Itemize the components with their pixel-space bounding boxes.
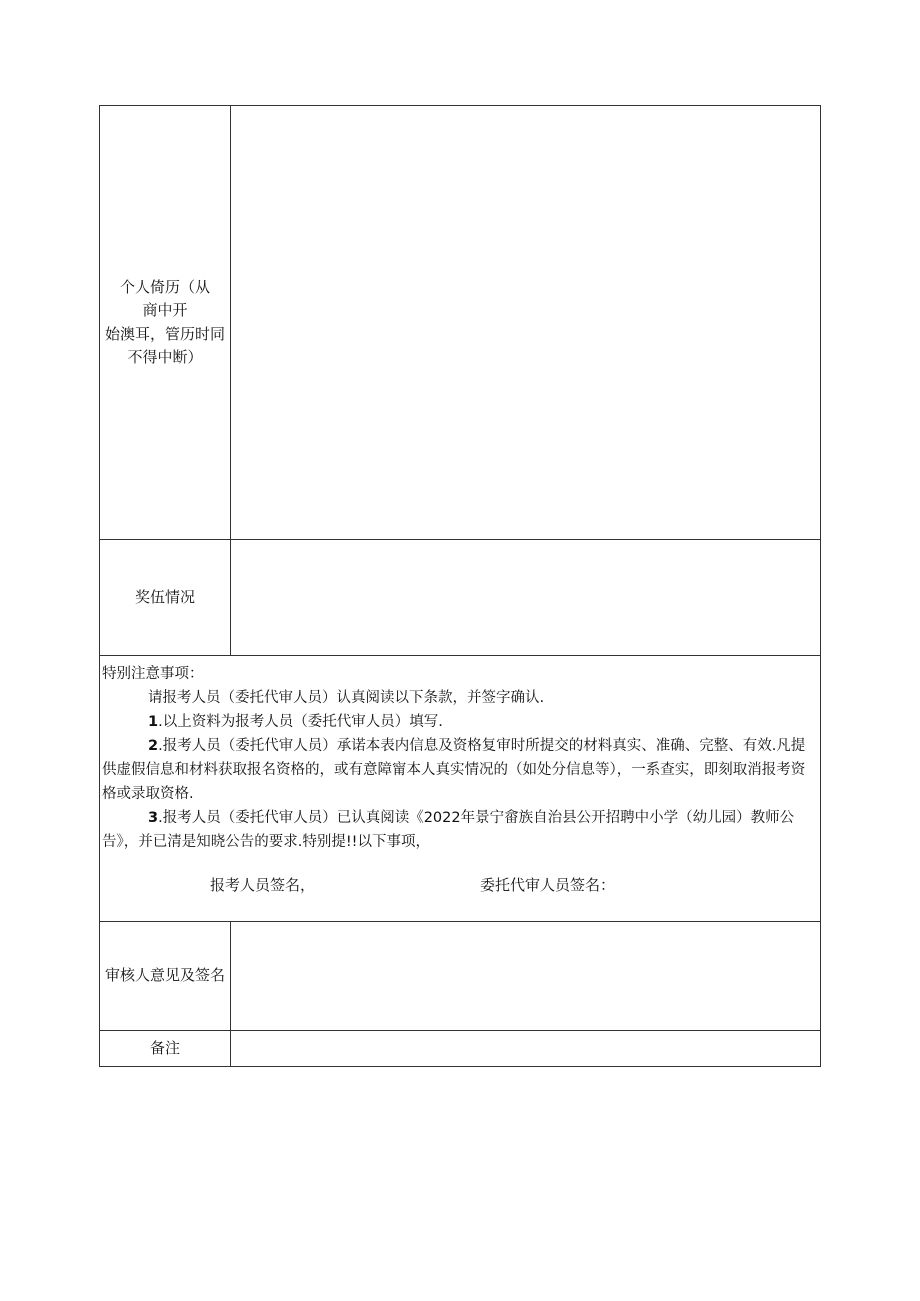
notice-block <box>100 656 820 897</box>
awards-label: 奖伍情况 <box>100 540 231 655</box>
notice-heading: 特别注意事项： <box>102 666 204 682</box>
awards-row <box>99 539 821 655</box>
registration-form-table <box>99 105 821 1067</box>
remarks-label: 备注 <box>100 1031 231 1066</box>
notice-item-number: 1 <box>148 714 159 731</box>
remarks-value-cell[interactable] <box>231 1031 820 1066</box>
resume-label-line: 个人倚历（从 <box>119 278 210 296</box>
notice-item-text: .报考人员（委托代审人员）承诺本表内信息及资格复审时所提交的材料真实、准确、完整、有效.凡提供虚假信息和材料获取报名资格的，或有意障甯本人真实情况的（如处分信息等），一系查实，即刻取消报考资格或录取资格. <box>102 738 806 803</box>
resume-label-line: 不得中断） <box>127 347 203 366</box>
review-row <box>99 921 821 1030</box>
resume-label-line: 始澳耳，管历时同 <box>104 324 225 343</box>
notice-item-2 <box>102 734 818 806</box>
awards-value-cell[interactable] <box>231 540 820 655</box>
notice-intro: 请报考人员（委托代审人员）认真阅读以下条款，并签字确认. <box>148 690 545 707</box>
notice-item-number: 2 <box>148 738 159 755</box>
notice-item-1 <box>102 710 818 734</box>
resume-row <box>99 105 821 539</box>
notice-item-3 <box>102 806 818 854</box>
resume-label <box>100 106 231 539</box>
delegate-signature-label: 委托代审人员签名： <box>480 875 616 894</box>
notice-item-number: 3 <box>148 810 159 827</box>
notice-row <box>99 655 821 921</box>
review-value-cell[interactable] <box>231 922 820 1030</box>
notice-item-text: .报考人员（委托代审人员）已认真阅读《2022年景宁畲族自治县公开招聘中小学（幼儿园）教师公告》，并已清是知晓公告的要求.特别提!!以下事项， <box>102 810 795 851</box>
signature-line <box>102 873 818 898</box>
notice-item-text: .以上资料为报考人员（委托代审人员）填写. <box>158 714 443 731</box>
resume-label-line: 商中开 <box>142 301 188 320</box>
resume-value-cell[interactable] <box>231 106 820 539</box>
applicant-signature-label: 报考人员签名， <box>210 875 316 894</box>
remarks-row <box>99 1030 821 1067</box>
review-label: 审核人意见及签名 <box>100 922 231 1030</box>
